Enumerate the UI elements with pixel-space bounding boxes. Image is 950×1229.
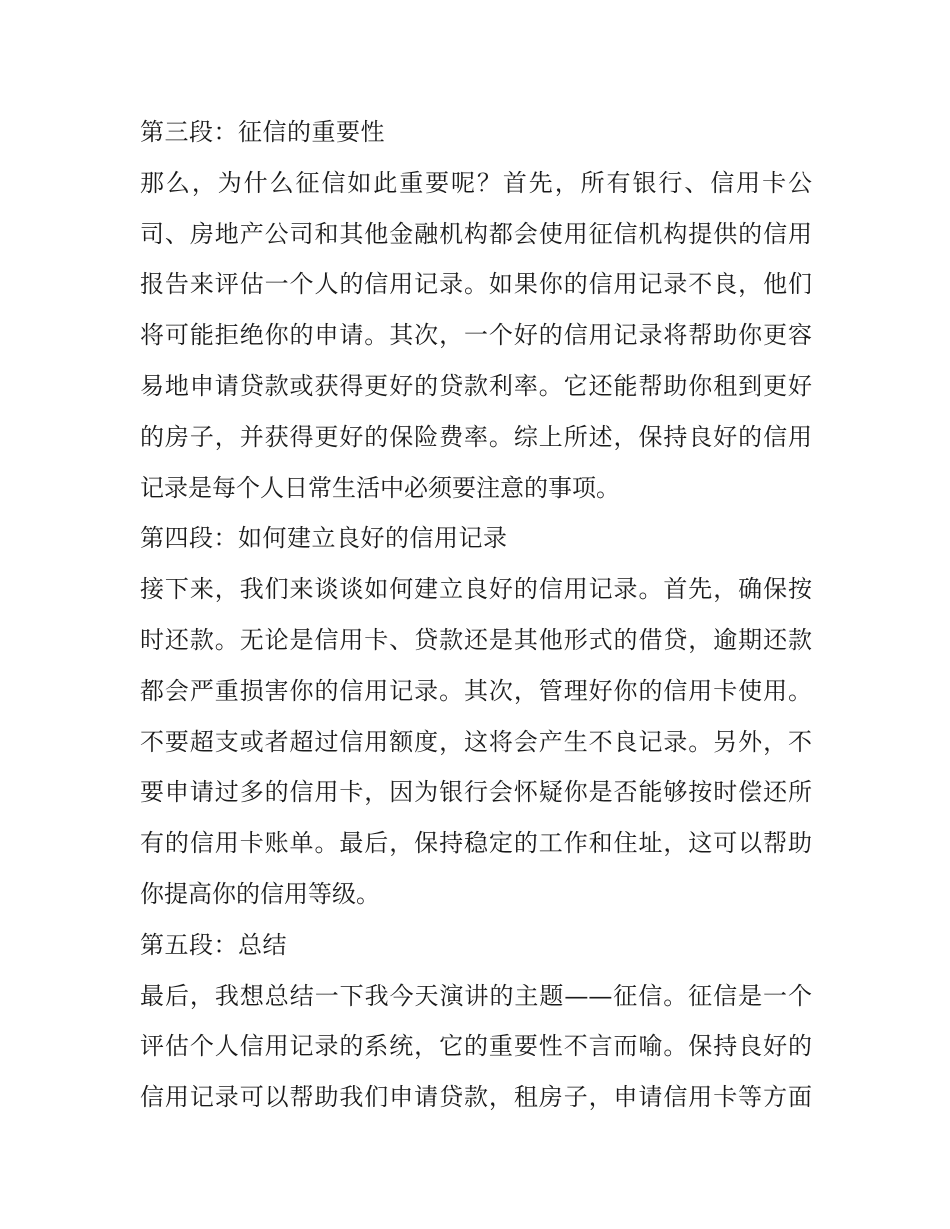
paragraph-line: 都会严重损害你的信用记录。其次，管理好你的信用卡使用。 (140, 676, 812, 705)
paragraph-line: 司、房地产公司和其他金融机构都会使用征信机构提供的信用 (140, 219, 812, 248)
paragraph-line: 不要超支或者超过信用额度，这将会产生不良记录。另外，不 (140, 727, 812, 756)
paragraph-line: 的房子，并获得更好的保险费率。综上所述，保持良好的信用 (140, 422, 812, 451)
paragraph-line: 接下来，我们来谈谈如何建立良好的信用记录。首先，确保按 (140, 575, 812, 604)
paragraph-line: 时还款。无论是信用卡、贷款还是其他形式的借贷，逾期还款 (140, 625, 812, 654)
section-heading: 第五段：总结 (140, 930, 287, 959)
paragraph-line: 评估个人信用记录的系统，它的重要性不言而喻。保持良好的 (140, 1032, 812, 1061)
paragraph-line: 最后，我想总结一下我今天演讲的主题——征信。征信是一个 (140, 981, 812, 1010)
section-heading: 第四段：如何建立良好的信用记录 (140, 524, 508, 553)
paragraph-line: 信用记录可以帮助我们申请贷款，租房子，申请信用卡等方面 (140, 1083, 812, 1112)
paragraph-line: 你提高你的信用等级。 (140, 879, 380, 908)
paragraph-line: 那么，为什么征信如此重要呢？首先，所有银行、信用卡公 (140, 168, 812, 197)
paragraph-line: 报告来评估一个人的信用记录。如果你的信用记录不良，他们 (140, 270, 812, 299)
paragraph-line: 有的信用卡账单。最后，保持稳定的工作和住址，这可以帮助 (140, 829, 812, 858)
section-heading: 第三段：征信的重要性 (140, 118, 385, 146)
paragraph-line: 易地申请贷款或获得更好的贷款利率。它还能帮助你租到更好 (140, 371, 812, 400)
paragraph-line: 记录是每个人日常生活中必须要注意的事项。 (140, 473, 620, 502)
paragraph-line: 将可能拒绝你的申请。其次，一个好的信用记录将帮助你更容 (140, 321, 812, 350)
paragraph-line: 要申请过多的信用卡，因为银行会怀疑你是否能够按时偿还所 (140, 778, 812, 807)
document-body (140, 107, 812, 1123)
